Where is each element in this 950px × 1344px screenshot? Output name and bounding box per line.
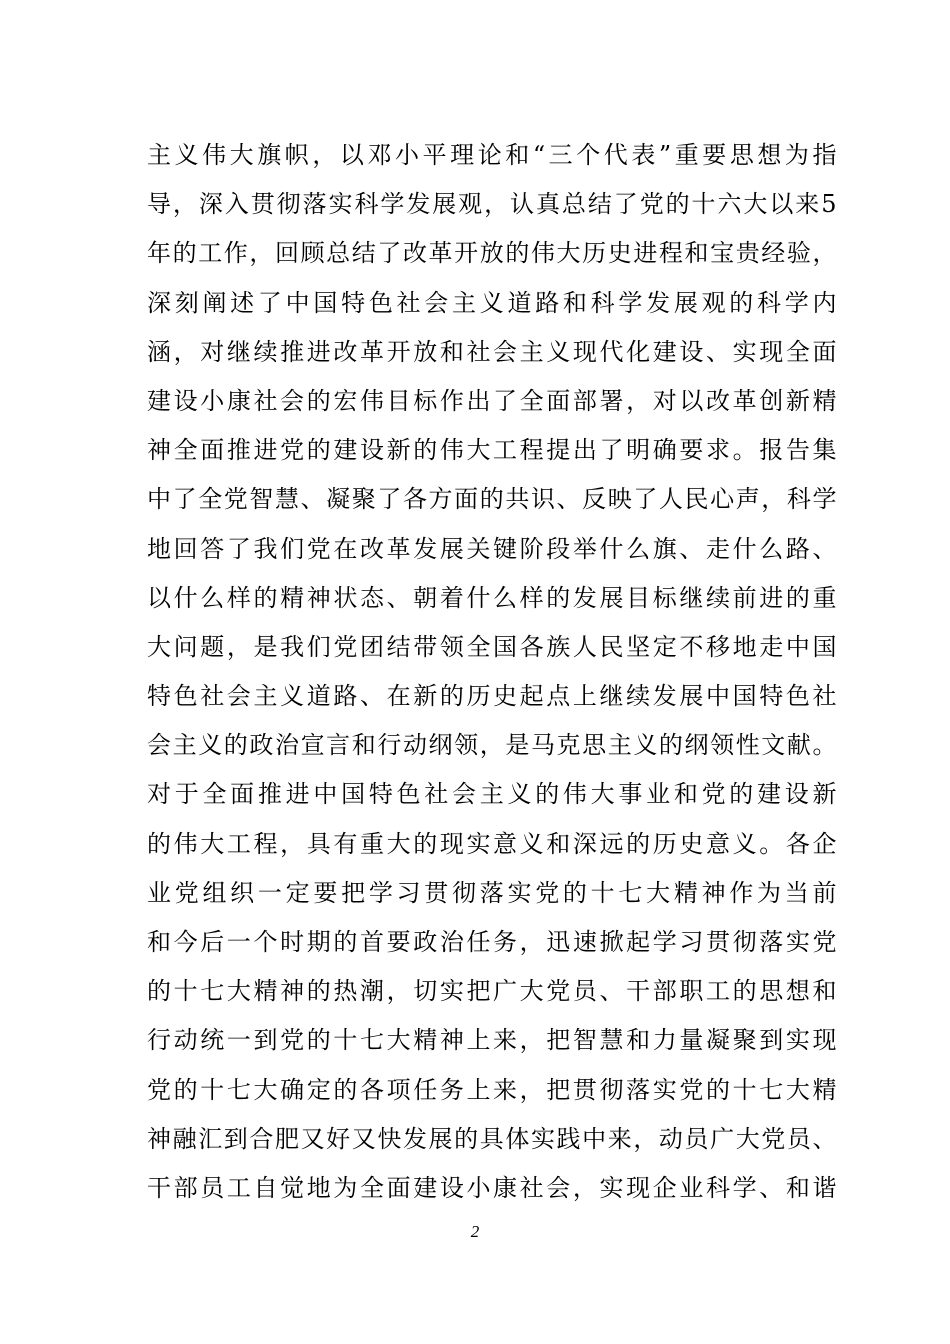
text-line-22: 干部员工自觉地为全面建设小康社会，实现企业科学、和谐: [147, 1173, 837, 1202]
text-line-8: 中了全党智慧、凝聚了各方面的共识、反映了人民心声，科学: [147, 485, 837, 514]
text-line-9: 地回答了我们党在改革发展关键阶段举什么旗、走什么路、: [147, 534, 837, 563]
text-line-3: 年的工作，回顾总结了改革开放的伟大历史进程和宝贵经验，: [147, 239, 837, 268]
text-line-15: 的伟大工程，具有重大的现实意义和深远的历史意义。各企: [147, 829, 837, 858]
text-line-7: 神全面推进党的建设新的伟大工程提出了明确要求。报告集: [147, 436, 837, 465]
text-line-1: 主义伟大旗帜，以邓小平理论和“三个代表”重要思想为指: [147, 141, 837, 169]
text-line-16: 业党组织一定要把学习贯彻落实党的十七大精神作为当前: [147, 878, 837, 907]
text-line-12: 特色社会主义道路、在新的历史起点上继续发展中国特色社: [147, 682, 837, 711]
text-line-20: 党的十七大确定的各项任务上来，把贯彻落实党的十七大精: [147, 1075, 837, 1104]
text-line-21: 神融汇到合肥又好又快发展的具体实践中来，动员广大党员、: [147, 1124, 837, 1153]
text-line-11: 大问题，是我们党团结带领全国各族人民坚定不移地走中国: [147, 632, 837, 661]
text-line-18: 的十七大精神的热潮，切实把广大党员、干部职工的思想和: [147, 977, 837, 1006]
text-line-5: 涵，对继续推进改革开放和社会主义现代化建设、实现全面: [147, 337, 837, 366]
text-line-10: 以什么样的精神状态、朝着什么样的发展目标继续前进的重: [147, 583, 837, 612]
text-line-19: 行动统一到党的十七大精神上来，把智慧和力量凝聚到实现: [147, 1026, 837, 1055]
text-line-14: 对于全面推进中国特色社会主义的伟大事业和党的建设新: [147, 780, 837, 809]
text-line-13: 会主义的政治宣言和行动纲领，是马克思主义的纲领性文献。: [147, 731, 837, 760]
page-number: 2: [470, 1222, 480, 1241]
body-text: [147, 131, 837, 1213]
text-line-2: 导，深入贯彻落实科学发展观，认真总结了党的十六大以来5: [147, 190, 837, 219]
text-line-6: 建设小康社会的宏伟目标作出了全面部署，对以改革创新精: [147, 386, 837, 415]
text-line-17: 和今后一个时期的首要政治任务，迅速掀起学习贯彻落实党: [147, 928, 837, 956]
text-line-4: 深刻阐述了中国特色社会主义道路和科学发展观的科学内: [147, 288, 837, 317]
